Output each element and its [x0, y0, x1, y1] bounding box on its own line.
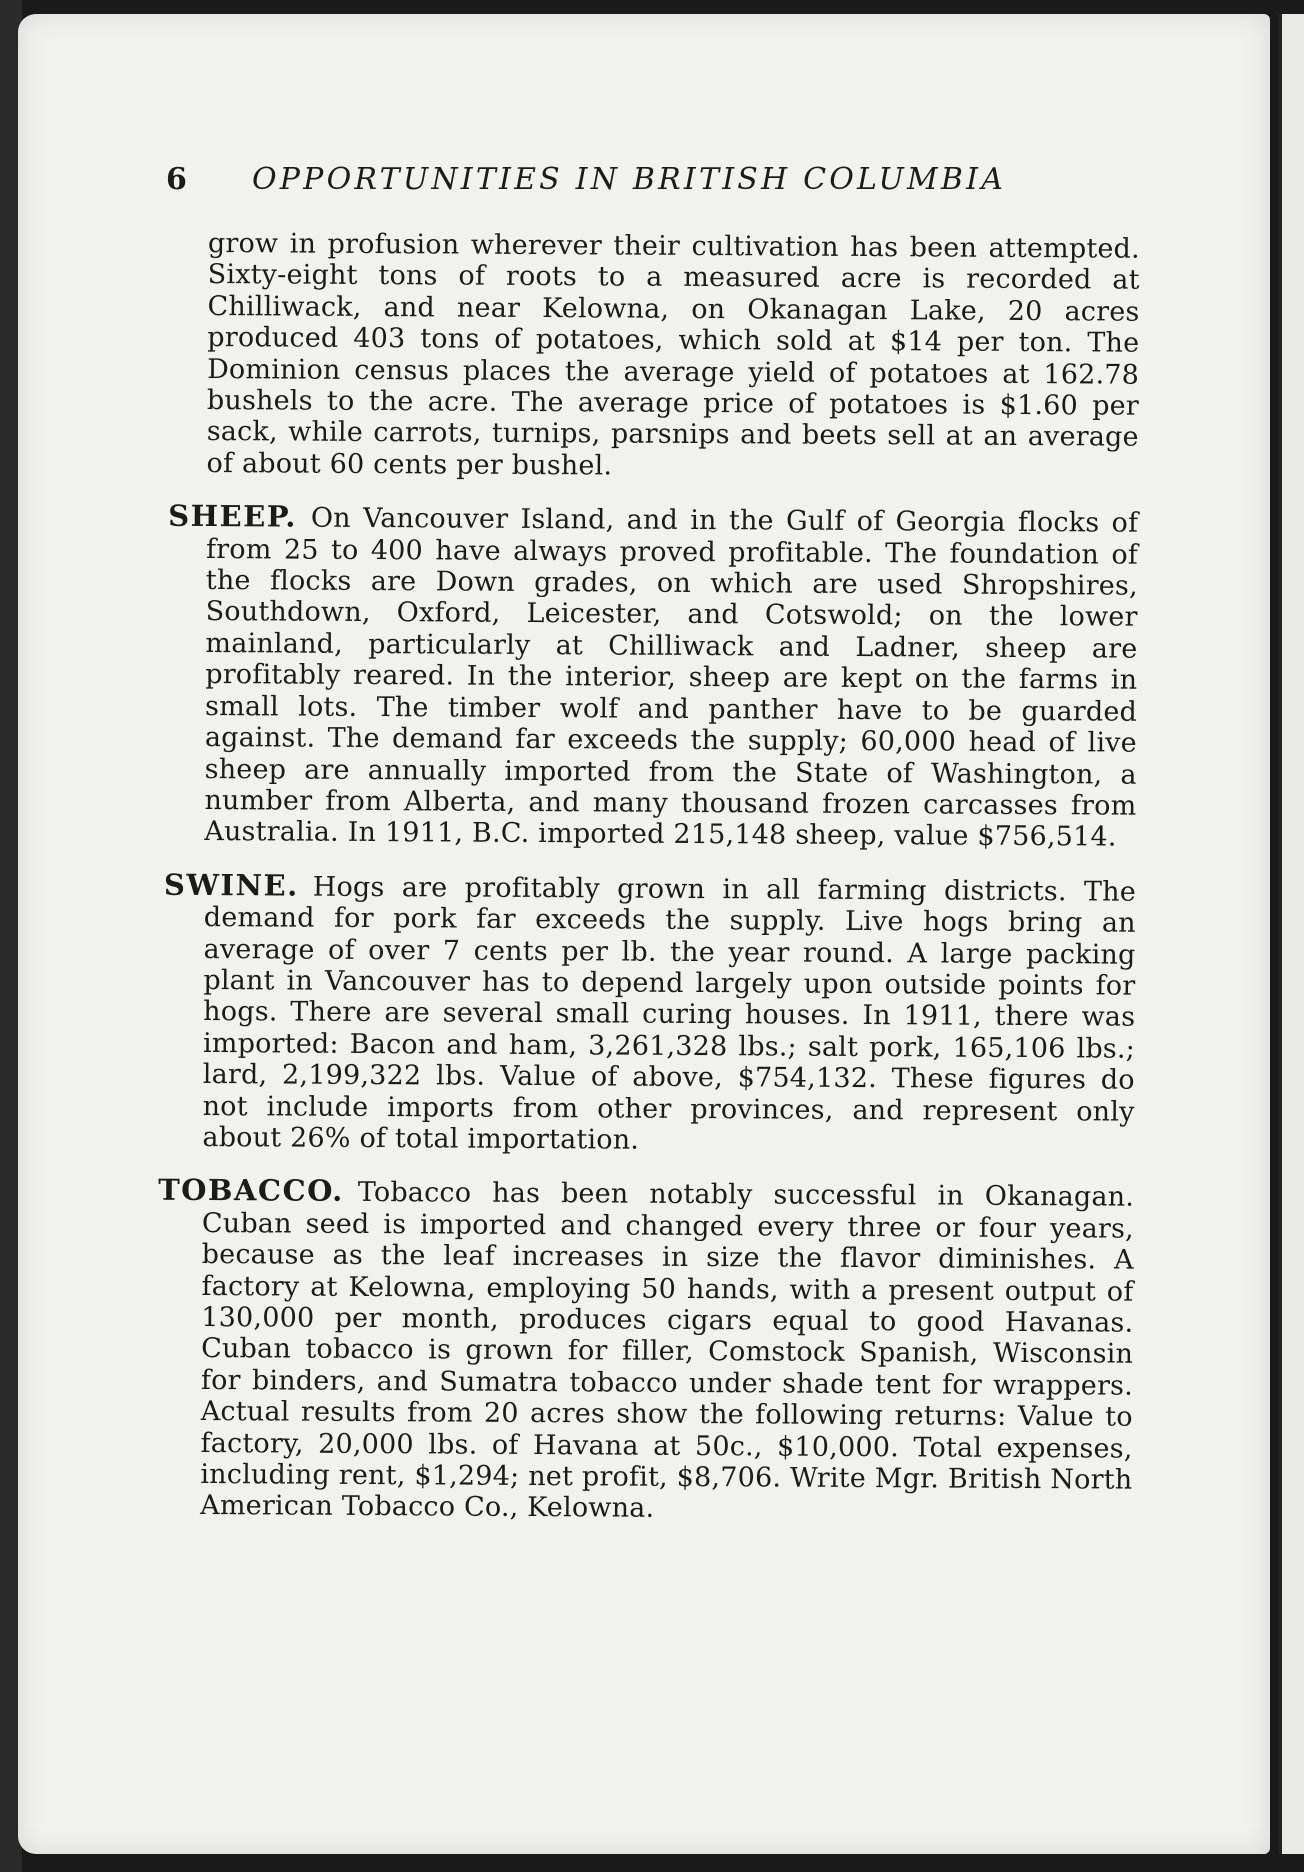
section-heading-sheep: SHEEP.	[168, 499, 297, 534]
section-sheep	[168, 499, 1139, 853]
section-heading-tobacco: TOBACCO.	[158, 1173, 344, 1209]
page-number: 6	[166, 162, 188, 197]
section-tobacco	[158, 1173, 1135, 1527]
adjacent-page-edge	[1278, 14, 1304, 1854]
section-heading-swine: SWINE.	[163, 867, 299, 903]
book-page	[18, 14, 1270, 1854]
page-body	[158, 228, 1140, 1528]
section-text-swine: Hogs are profitably grown in all farming districts. The demand for pork far exceeds the supply. Live hogs bring an average of over 7 cents per lb. the year round. A large packing plant in Vancouver has to depend largely upon outside points for hogs. There are several small curing houses. In 1911, there was imported: Bacon and ham, 3,261,328 lbs.; salt pork, 165,106 lbs.; lard, 2,199,322 lbs. Value of above, $754,132. These figures do not include imports from other provinces, and represent only about 26% of total importation.	[202, 871, 1137, 1156]
section-text-sheep: On Vancouver Island, and in the Gulf of Georgia flocks of from 25 to 400 have always proved profitable. The foundation of the flocks are Down grades, on which are used Shropshires, Southdown, Oxford, Leicester, and Cotswold; on the lower mainland, particularly at Chilliwack and Ladner, sheep are profitably reared. In the interior, sheep are kept on the farms in small lots. The timber wolf and panther have to be guarded against. The demand far exceeds the supply; 60,000 head of live sheep are annually imported from the State of Washington, a number from Alberta, and many thousand frozen carcasses from Australia. In 1911, B.C. imported 215,148 sheep, value $756,514.	[204, 502, 1139, 853]
intro-paragraph: grow in profusion wherever their cultivation has been attempted. Sixty-eight tons of roots to a measured acre is recorded at Chilliwack, and near Kelowna, on Okanagan Lake, 20 acres produced 403 tons of potatoes, which sold at $14 per ton. The Dominion census places the average yield of potatoes at 162.78 bushels to the acre. The average price of potatoes is $1.60 per sack, while carrots, turnips, parsnips and beets sell at an average of about 60 cents per bushel.	[206, 228, 1140, 482]
page-header	[166, 162, 1066, 206]
section-swine	[163, 867, 1137, 1159]
running-title: OPPORTUNITIES IN BRITISH COLUMBIA	[252, 162, 1007, 197]
section-text-tobacco: Tobacco has been notably successful in Okanagan. Cuban seed is imported and changed every three or four years, because as the leaf increases in size the flavor diminishes. A factory at Kelowna, employing 50 hands, with a present output of 130,000 per month, produces cigars equal to good Havanas. Cuban tobacco is grown for filler, Comstock Spanish, Wisconsin for binders, and Sumatra tobacco under shade tent for wrappers. Actual results from 20 acres show the following returns: Value to factory, 20,000 lbs. of Havana at 50c., $10,000. Total expenses, including rent, $1,294; net profit, $8,706. Write Mgr. British North American Tobacco Co., Kelowna.	[200, 1177, 1135, 1525]
